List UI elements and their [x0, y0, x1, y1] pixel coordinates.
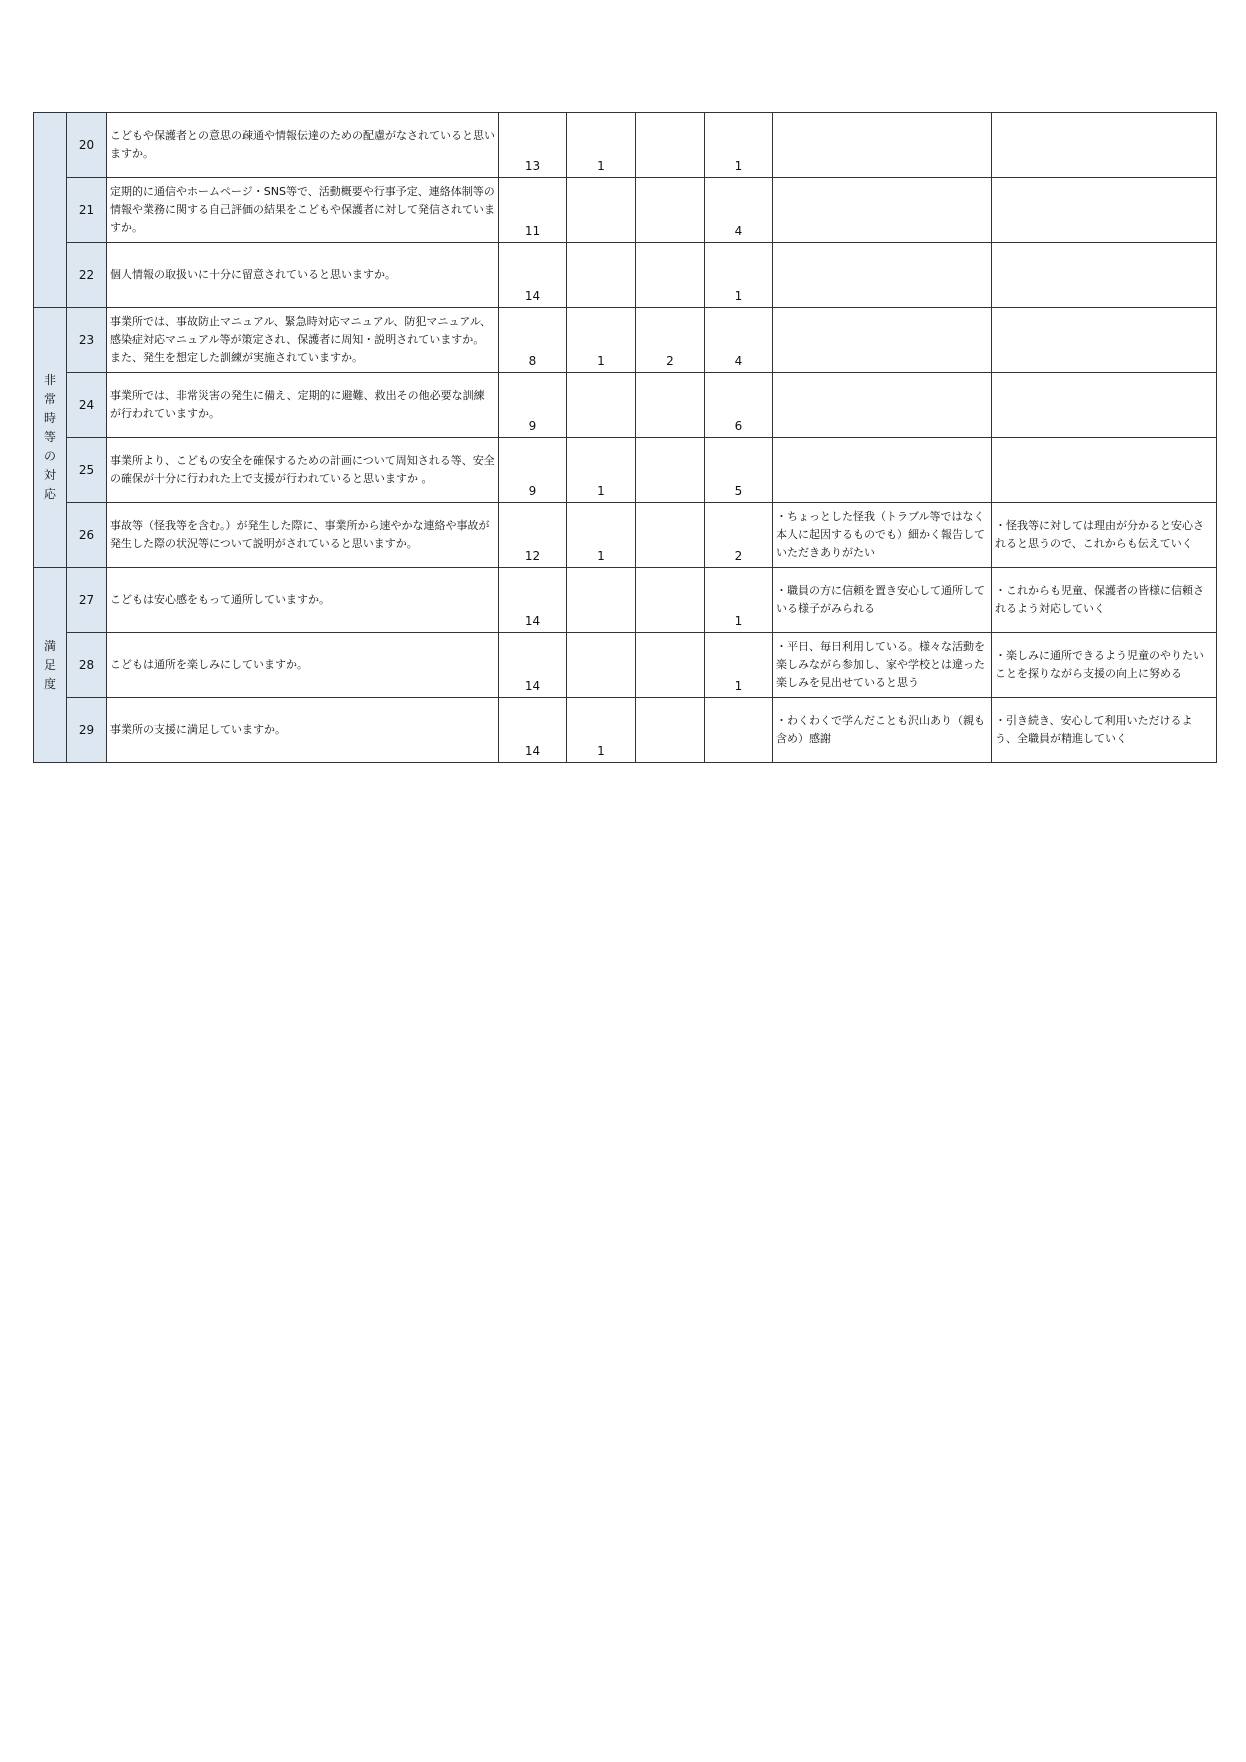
table-row [34, 308, 1217, 373]
question-text: こどもや保護者との意思の疎通や情報伝達のための配慮がなされていると思いますか。 [107, 113, 499, 178]
table-row [34, 633, 1217, 698]
table-row [34, 113, 1217, 178]
question-text: 事業所の支援に満足していますか。 [107, 698, 499, 763]
parent-comment: ・職員の方に信頼を置き安心して通所している様子がみられる [773, 568, 992, 633]
count-yes: 11 [499, 178, 567, 243]
staff-response [992, 373, 1217, 438]
count-no [636, 178, 705, 243]
count-yes: 14 [499, 568, 567, 633]
parent-comment [773, 438, 992, 503]
table-row [34, 178, 1217, 243]
staff-response: ・引き続き、安心して利用いただけるよう、全職員が精進していく [992, 698, 1217, 763]
count-no [636, 243, 705, 308]
count-neutral [567, 633, 636, 698]
count-yes: 12 [499, 503, 567, 568]
count-no [636, 503, 705, 568]
count-unknown: 6 [705, 373, 773, 438]
parent-comment: ・わくわくで学んだことも沢山あり（親も含め）感謝 [773, 698, 992, 763]
count-unknown: 4 [705, 178, 773, 243]
count-yes: 13 [499, 113, 567, 178]
question-text: 事故等（怪我等を含む。）が発生した際に、事業所から速やかな連絡や事故が発生した際の状況等について説明がされていると思いますか。 [107, 503, 499, 568]
question-text: 個人情報の取扱いに十分に留意されていると思いますか。 [107, 243, 499, 308]
count-no [636, 113, 705, 178]
row-number: 21 [67, 178, 107, 243]
table-row [34, 698, 1217, 763]
count-no [636, 373, 705, 438]
question-text: 事業所より、こどもの安全を確保するための計画について周知される等、安全の確保が十分に行われた上で支援が行われていると思いますか 。 [107, 438, 499, 503]
row-number: 26 [67, 503, 107, 568]
row-number: 23 [67, 308, 107, 373]
table-row [34, 243, 1217, 308]
count-yes: 14 [499, 698, 567, 763]
count-neutral [567, 243, 636, 308]
category-label: 満足度 [43, 638, 56, 691]
row-number: 20 [67, 113, 107, 178]
staff-response [992, 438, 1217, 503]
count-unknown: 1 [705, 568, 773, 633]
parent-comment [773, 243, 992, 308]
staff-response [992, 243, 1217, 308]
table-row [34, 373, 1217, 438]
question-text: こどもは安心感をもって通所していますか。 [107, 568, 499, 633]
row-number: 29 [67, 698, 107, 763]
row-number: 22 [67, 243, 107, 308]
parent-comment: ・平日、毎日利用している。様々な活動を楽しみながら参加し、家や学校とは違った楽しみを見出せていると思う [773, 633, 992, 698]
count-neutral: 1 [567, 698, 636, 763]
count-no: 2 [636, 308, 705, 373]
row-number: 28 [67, 633, 107, 698]
count-yes: 8 [499, 308, 567, 373]
table-row [34, 503, 1217, 568]
count-neutral: 1 [567, 113, 636, 178]
count-neutral [567, 568, 636, 633]
count-yes: 14 [499, 633, 567, 698]
row-number: 24 [67, 373, 107, 438]
count-neutral [567, 373, 636, 438]
staff-response: ・楽しみに通所できるよう児童のやりたいことを探りながら支援の向上に努める [992, 633, 1217, 698]
count-unknown: 2 [705, 503, 773, 568]
question-text: こどもは通所を楽しみにしていますか。 [107, 633, 499, 698]
category-cell-communication [34, 113, 67, 308]
count-yes: 9 [499, 438, 567, 503]
category-label: 非常時等の対応 [43, 373, 56, 501]
parent-comment [773, 113, 992, 178]
count-no [636, 568, 705, 633]
staff-response [992, 113, 1217, 178]
count-yes: 14 [499, 243, 567, 308]
question-text: 事業所では、非常災害の発生に備え、定期的に避難、救出その他必要な訓練が行われていますか。 [107, 373, 499, 438]
count-yes: 9 [499, 373, 567, 438]
count-no [636, 698, 705, 763]
parent-comment [773, 308, 992, 373]
count-unknown: 1 [705, 633, 773, 698]
parent-comment [773, 178, 992, 243]
count-unknown: 1 [705, 243, 773, 308]
count-unknown: 4 [705, 308, 773, 373]
parent-comment [773, 373, 992, 438]
count-neutral: 1 [567, 308, 636, 373]
count-no [636, 438, 705, 503]
table-row [34, 568, 1217, 633]
table-row [34, 438, 1217, 503]
category-cell-satisfaction [34, 568, 67, 763]
count-no [636, 633, 705, 698]
count-unknown [705, 698, 773, 763]
count-neutral [567, 178, 636, 243]
count-neutral: 1 [567, 438, 636, 503]
question-text: 定期的に通信やホームページ・SNS等で、活動概要や行事予定、連絡体制等の情報や業務に関する自己評価の結果をこどもや保護者に対して発信されていますか。 [107, 178, 499, 243]
staff-response: ・これからも児童、保護者の皆様に信頼されるよう対応していく [992, 568, 1217, 633]
count-unknown: 5 [705, 438, 773, 503]
staff-response [992, 308, 1217, 373]
count-neutral: 1 [567, 503, 636, 568]
survey-table [33, 112, 1217, 763]
count-unknown: 1 [705, 113, 773, 178]
staff-response: ・怪我等に対しては理由が分かると安心されると思うので、これからも伝えていく [992, 503, 1217, 568]
row-number: 25 [67, 438, 107, 503]
staff-response [992, 178, 1217, 243]
parent-comment: ・ちょっとした怪我（トラブル等ではなく本人に起因するものでも）細かく報告していただきありがたい [773, 503, 992, 568]
row-number: 27 [67, 568, 107, 633]
category-cell-emergency [34, 308, 67, 568]
question-text: 事業所では、事故防止マニュアル、緊急時対応マニュアル、防犯マニュアル、感染症対応マニュアル等が策定され、保護者に周知・説明されていますか。また、発生を想定した訓練が実施されていますか。 [107, 308, 499, 373]
